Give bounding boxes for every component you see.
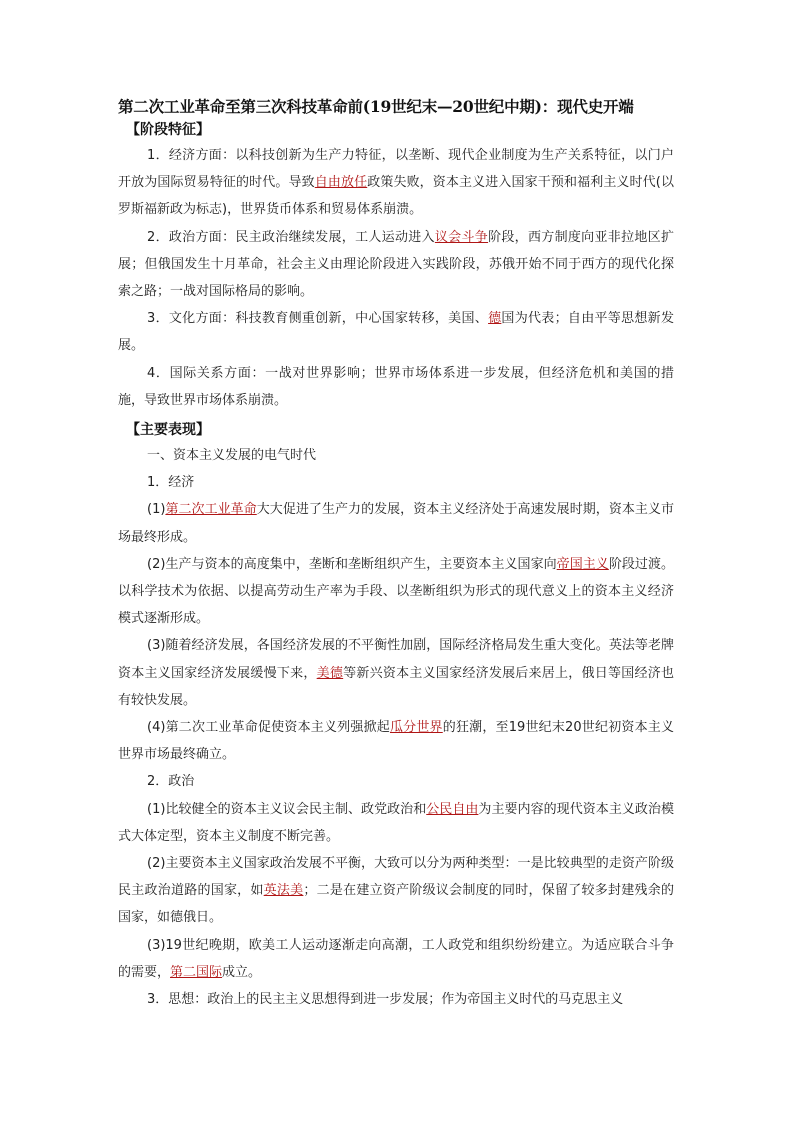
paragraph-politics: 2．政治方面：民主政治继续发展，工人运动进入议会斗争阶段，西方制度向亚非拉地区扩展；但俄国发生十月革命，社会主义由理论阶段进入实践阶段，苏俄开始不同于西方的现代化探索之路；一战对国际格局的影响。 — [118, 229, 674, 300]
paragraph-thought: 3．思想：政治上的民主主义思想得到进一步发展；作为帝国主义时代的马克思主义 — [147, 992, 624, 1008]
paragraph-politics-1: (1)比较健全的资本主义议会民主制、政党政治和公民自由为主要内容的现代资本主义政治模式大体定型，资本主义制度不断完善。 — [118, 801, 674, 844]
link-second-industrial-revolution[interactable]: 第二次工业革命 — [165, 502, 257, 518]
link-second-international[interactable]: 第二国际 — [170, 964, 223, 980]
link-uk-france-us[interactable]: 英法美 — [263, 883, 304, 899]
paragraph-econ-4: (4)第二次工业革命促使资本主义列强掀起瓜分世界的狂潮，至19世纪末20世纪初资本主义世界市场最终确立。 — [118, 720, 674, 763]
link-laissez-faire[interactable]: 自由放任 — [314, 175, 368, 191]
subheading-politics: 2．政治 — [147, 774, 195, 790]
link-parliamentary-struggle[interactable]: 议会斗争 — [434, 229, 489, 245]
paragraph-culture: 3．文化方面：科技教育侧重创新，中心国家转移，美国、德国为代表；自由平等思想新发展。 — [118, 311, 674, 354]
subheading-economy: 1．经济 — [147, 475, 195, 491]
paragraph-politics-2: (2)主要资本主义国家政治发展不平衡，大致可以分为两种类型：一是比较典型的走资产阶级民主政治道路的国家，如英法美；二是在建立资产阶级议会制度的同时，保留了较多封建残余的国家，如德俄日。 — [118, 856, 674, 926]
paragraph-econ-3: (3)随着经济发展，各国经济发展的不平衡性加剧，国际经济格局发生重大变化。英法等老牌资本主义国家经济发展缓慢下来，美德等新兴资本主义国家经济发展后来居上，俄日等国经济也有较快发展。 — [118, 638, 674, 708]
link-imperialism[interactable]: 帝国主义 — [556, 556, 609, 572]
paragraph-econ-2: (2)生产与资本的高度集中，垄断和垄断组织产生，主要资本主义国家向帝国主义阶段过渡。以科学技术为依据、以提高劳动生产率为手段、以垄断组织为形式的现代意义上的资本主义经济模式逐渐形成。 — [118, 556, 674, 627]
link-germany[interactable]: 德 — [488, 311, 502, 327]
page-title: 第二次工业革命至第三次科技革命前(19世纪末—20世纪中期)：现代史开端 — [118, 97, 634, 116]
paragraph-politics-3: (3)19世纪晚期，欧美工人运动逐渐走向高潮，工人政党和组织纷纷建立。为适应联合斗争的需要，第二国际成立。 — [118, 937, 674, 980]
subheading-electric-age: 一、资本主义发展的电气时代 — [147, 448, 317, 464]
paragraph-econ-1: (1)第二次工业革命大大促进了生产力的发展，资本主义经济处于高速发展时期，资本主义市场最终形成。 — [118, 502, 674, 545]
link-partition-world[interactable]: 瓜分世界 — [389, 720, 443, 736]
link-civil-liberties[interactable]: 公民自由 — [426, 801, 479, 817]
section-heading-stage-features: 【阶段特征】 — [126, 122, 210, 138]
document-page — [118, 96, 674, 1013]
section-heading-main-manifestations: 【主要表现】 — [126, 422, 210, 439]
paragraph-economy: 1．经济方面：以科技创新为生产力特征，以垄断、现代企业制度为生产关系特征，以门户开放为国际贸易特征的时代。导致自由放任政策失败，资本主义进入国家干预和福利主义时代(以罗斯福新政为标志)，世界货币体系和贸易体系崩溃。 — [118, 148, 674, 218]
link-us-germany[interactable]: 美德 — [316, 665, 344, 681]
paragraph-international-relations: 4．国际关系方面：一战对世界影响；世界市场体系进一步发展，但经济危机和美国的措施，导致世界市场体系崩溃。 — [118, 365, 674, 408]
